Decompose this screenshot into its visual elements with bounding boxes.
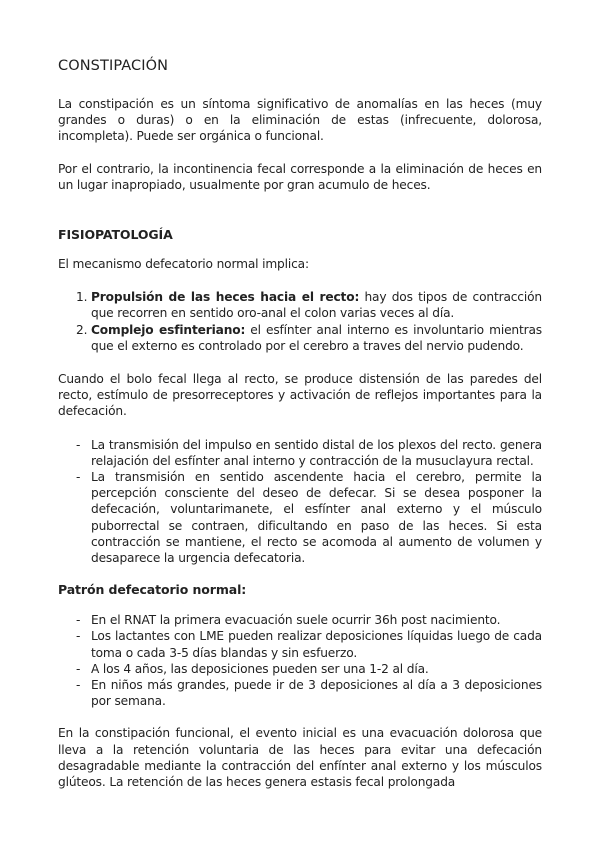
- list-item: [58, 612, 542, 628]
- list-text: La transmisión del impulso en sentido distal de los plexos del recto. genera relajación del esfínter anal interno y contracción de la musuclayura rectal.: [91, 437, 542, 468]
- list-item: [58, 469, 542, 566]
- list-text: La transmisión en sentido ascendente hacia el cerebro, permite la percepción consciente del deseo de defecar. Si se desea posponer la defecación, voluntarimanete, el esfínter anal externo y el músculo puborrectal se contraen, dificultando en paso de las heces. Si esta contracción se mantiene, el recto se acomoda al aumento de volumen y desaparece la urgencia defecatoria.: [91, 470, 542, 566]
- section-heading-patron: Patrón defecatorio normal:: [58, 582, 247, 598]
- reflex-list: [58, 437, 542, 567]
- list-number: 1.: [76, 290, 88, 305]
- section-heading-fisiopatologia: FISIOPATOLOGÍA: [58, 227, 173, 243]
- patron-list: [58, 612, 542, 709]
- list-dash: -: [76, 678, 81, 693]
- list-item: [58, 289, 542, 321]
- list-text: En el RNAT la primera evacuación suele ocurrir 36h post nacimiento.: [91, 613, 501, 628]
- list-item: [58, 437, 542, 469]
- intro-paragraph-1: La constipación es un síntoma significativo de anomalías en las heces (muy grandes o duras) o en la eliminación de estas (infrecuente, dolorosa, incompleta). Puede ser orgánica o funcional.: [58, 97, 542, 144]
- fisiopatologia-lead: El mecanismo defecatorio normal implica:: [58, 257, 309, 272]
- list-text: Los lactantes con LME pueden realizar deposiciones líquidas luego de cada toma o cada 3-5 días blandas y sin esfuerzo.: [91, 629, 542, 660]
- list-term: Complejo esfinteriano:: [91, 322, 246, 337]
- mechanism-list: [58, 289, 542, 354]
- list-dash: -: [76, 470, 81, 485]
- document-title: CONSTIPACIÓN: [58, 58, 169, 74]
- closing-paragraph: En la constipación funcional, el evento inicial es una evacuación dolorosa que lleva a la retención voluntaria de las heces para evitar una defecación desagradable mediante la contracción del enfínter anal externo y los músculos glúteos. La retención de las heces genera estasis fecal prolongada: [58, 726, 542, 790]
- intro-paragraph-2: Por el contrario, la incontinencia fecal corresponde a la eliminación de heces en un lugar inapropiado, usualmente por gran acumulo de heces.: [58, 161, 542, 192]
- list-text: En niños más grandes, puede ir de 3 deposiciones al día a 3 deposiciones por semana.: [91, 678, 542, 709]
- list-dash: -: [76, 629, 81, 644]
- list-number: 2.: [76, 322, 88, 337]
- list-dash: -: [76, 437, 81, 452]
- list-dash: -: [76, 613, 81, 628]
- list-text: hay dos tipos de contracción que recorren en sentido oro-anal el colon varias veces al día.: [91, 290, 542, 321]
- fisiopatologia-paragraph: Cuando el bolo fecal llega al recto, se produce distensión de las paredes del recto, estímulo de presorreceptores y activación de reflejos importantes para la defecación.: [58, 372, 542, 419]
- list-item: [58, 661, 542, 677]
- list-item: [58, 677, 542, 709]
- list-text: A los 4 años, las deposiciones pueden ser una 1-2 al día.: [91, 661, 429, 676]
- list-text: el esfínter anal interno es involuntario mientras que el externo es controlado por el cerebro a traves del nervio pudendo.: [91, 322, 542, 353]
- list-item: [58, 322, 542, 354]
- list-term: Propulsión de las heces hacia el recto:: [91, 290, 360, 305]
- list-dash: -: [76, 661, 81, 676]
- list-item: [58, 628, 542, 660]
